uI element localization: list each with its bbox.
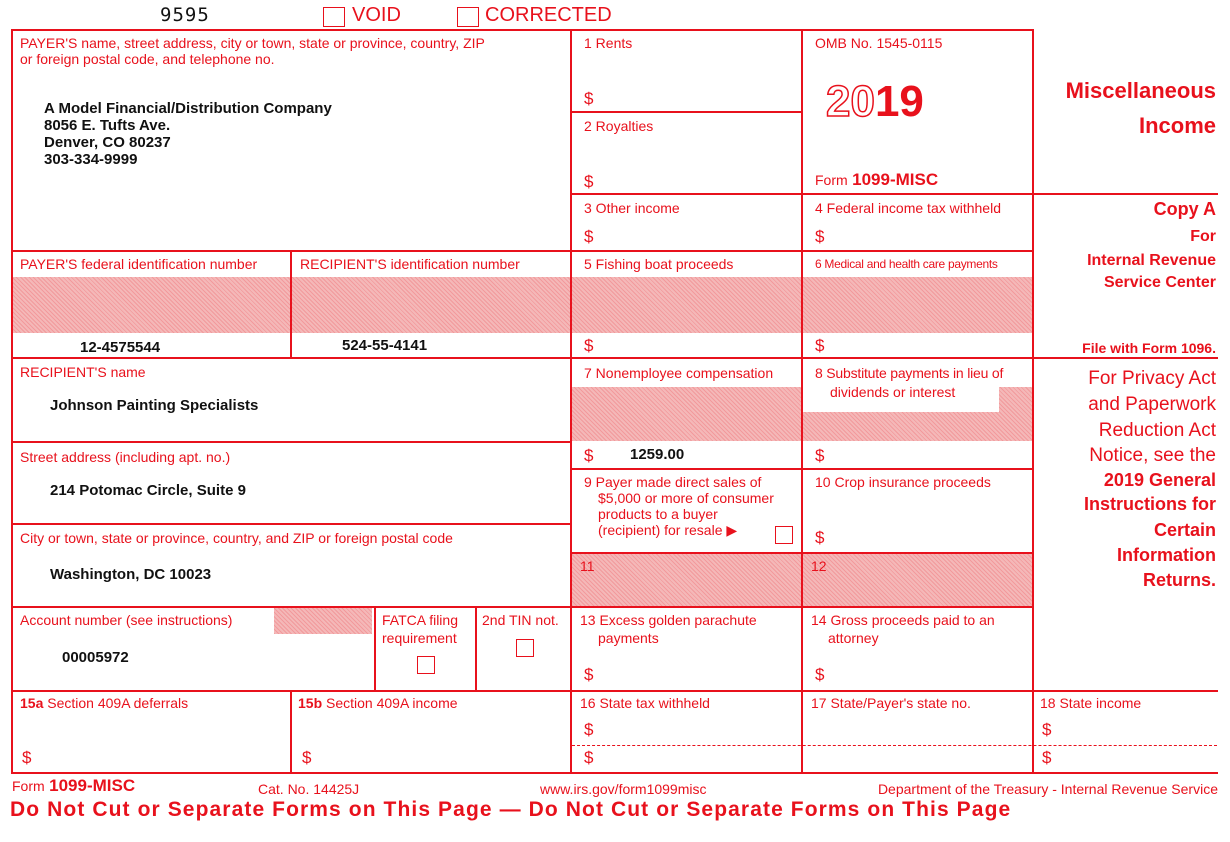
side-irs-line2: Service Center xyxy=(1103,274,1216,291)
form-title-line2: Income xyxy=(1138,113,1216,138)
payer-name: A Model Financial/Distribution Company xyxy=(44,100,332,117)
box1-dollar: $ xyxy=(584,89,594,108)
box5-label: 5 Fishing boat proceeds xyxy=(584,256,734,272)
box18-dollar-2: $ xyxy=(1042,748,1052,767)
box3-dollar: $ xyxy=(584,227,594,246)
privacy-line6: Instructions for xyxy=(1083,494,1216,514)
box8-label-line2: dividends or interest xyxy=(830,384,956,400)
file-with-1096: File with Form 1096. xyxy=(1082,340,1216,356)
privacy-line4: Notice, see the xyxy=(1089,445,1216,466)
tax-year xyxy=(826,78,924,126)
box12-label: 12 xyxy=(811,558,827,574)
box9-label-line4: (recipient) for resale ▶ xyxy=(598,522,738,538)
footer-url: www.irs.gov/form1099misc xyxy=(540,781,707,797)
shade-box7 xyxy=(572,387,801,441)
box4-label: 4 Federal income tax withheld xyxy=(815,200,1001,216)
payer-label-line1: PAYER'S name, street address, city or town, state or province, country, ZIP xyxy=(20,35,485,51)
tax-year-bold: 19 xyxy=(874,77,924,126)
account-number: 00005972 xyxy=(62,649,129,666)
box9-label-line1: 9 Payer made direct sales of xyxy=(584,474,762,490)
box15b-label: 15b Section 409A income xyxy=(298,695,458,711)
state-divider xyxy=(572,745,1217,746)
footer-form-name: Form 1099-MISC xyxy=(12,776,136,795)
privacy-line5: 2019 General xyxy=(1103,470,1216,490)
fatca-checkbox[interactable] xyxy=(417,656,435,674)
do-not-cut-warning: Do Not Cut or Separate Forms on This Page — Do Not Cut or Separate Forms on This Page xyxy=(10,798,1012,821)
shade-box11 xyxy=(572,553,801,606)
account-label: Account number (see instructions) xyxy=(20,612,233,628)
recipient-name: Johnson Painting Specialists xyxy=(50,397,259,414)
payer-phone: 303-334-9999 xyxy=(44,151,138,168)
recipient-city-label: City or town, state or province, country, and ZIP or foreign postal code xyxy=(20,530,453,546)
privacy-line1: For Privacy Act xyxy=(1088,368,1216,389)
shade-box5 xyxy=(572,277,801,333)
box16-label: 16 State tax withheld xyxy=(580,695,710,711)
box4-dollar: $ xyxy=(815,227,825,246)
box11-label: 11 xyxy=(580,558,595,574)
box17-label: 17 State/Payer's state no. xyxy=(811,695,971,711)
corrected-checkbox[interactable] xyxy=(457,7,479,27)
box7-value: 1259.00 xyxy=(630,446,685,463)
box15a-dollar: $ xyxy=(22,748,32,767)
payer-label-line2: or foreign postal code, and telephone no. xyxy=(20,51,275,67)
tax-year-light: 20 xyxy=(826,77,875,126)
box13-label-line2: payments xyxy=(598,630,659,646)
recipient-street-label: Street address (including apt. no.) xyxy=(20,449,231,465)
payer-city: Denver, CO 80237 xyxy=(44,134,171,151)
privacy-line3: Reduction Act xyxy=(1098,420,1216,441)
recipient-street: 214 Potomac Circle, Suite 9 xyxy=(50,482,246,499)
box14-label-line2: attorney xyxy=(828,630,879,646)
privacy-line2: and Paperwork xyxy=(1088,394,1216,415)
privacy-line9: Returns. xyxy=(1142,570,1216,590)
box14-dollar: $ xyxy=(815,665,825,684)
box14-label-line1: 14 Gross proceeds paid to an xyxy=(811,612,995,628)
second-tin-label: 2nd TIN not. xyxy=(482,612,559,628)
box16-dollar-2: $ xyxy=(584,748,594,767)
form-title-line1: Miscellaneous xyxy=(1065,78,1216,103)
box10-label: 10 Crop insurance proceeds xyxy=(815,474,991,490)
box6-dollar: $ xyxy=(815,336,825,355)
copy-a-label: Copy A xyxy=(1153,199,1216,219)
box15a-label: 15a Section 409A deferrals xyxy=(20,695,189,711)
box16-dollar-1: $ xyxy=(584,720,594,739)
side-irs-line1: Internal Revenue xyxy=(1087,252,1216,269)
payer-tin-label: PAYER'S federal identification number xyxy=(20,256,258,272)
box5-dollar: $ xyxy=(584,336,594,355)
footer-cat-no: Cat. No. 14425J xyxy=(258,781,360,797)
payer-tin: 12-4575544 xyxy=(80,339,161,356)
box7-dollar: $ xyxy=(584,446,594,465)
void-checkbox[interactable] xyxy=(323,7,345,27)
payer-street: 8056 E. Tufts Ave. xyxy=(44,117,171,134)
privacy-line7: Certain xyxy=(1153,520,1216,540)
recipient-name-label: RECIPIENT'S name xyxy=(20,364,146,380)
second-tin-checkbox[interactable] xyxy=(516,639,534,657)
box9-label-line3: products to a buyer xyxy=(598,506,718,522)
box15b-dollar: $ xyxy=(302,748,312,767)
box7-label: 7 Nonemployee compensation xyxy=(584,365,774,381)
box6-label: 6 Medical and health care payments xyxy=(815,257,998,271)
box8-label-line1: 8 Substitute payments in lieu of xyxy=(815,365,1004,381)
footer-dept: Department of the Treasury - Internal Revenue Service xyxy=(877,781,1218,797)
box13-label-line1: 13 Excess golden parachute xyxy=(580,612,757,628)
box2-dollar: $ xyxy=(584,172,594,191)
box13-dollar: $ xyxy=(584,665,594,684)
box9-checkbox[interactable] xyxy=(775,526,793,544)
box3-label: 3 Other income xyxy=(584,200,680,216)
omb-number: OMB No. 1545-0115 xyxy=(815,35,943,51)
box2-label: 2 Royalties xyxy=(584,118,654,134)
void-label: VOID xyxy=(352,4,401,26)
recipient-city: Washington, DC 10023 xyxy=(50,566,212,583)
side-for: For xyxy=(1190,228,1216,245)
form-code: 9595 xyxy=(160,4,210,26)
box8-dollar: $ xyxy=(815,446,825,465)
box10-dollar: $ xyxy=(815,528,825,547)
fatca-label-line1: FATCA filing xyxy=(382,612,458,628)
recipient-tin-label: RECIPIENT'S identification number xyxy=(300,256,520,272)
privacy-line8: Information xyxy=(1117,545,1216,565)
shade-box12 xyxy=(803,553,1032,606)
recipient-tin: 524-55-4141 xyxy=(342,337,428,354)
shade-account xyxy=(274,608,372,634)
fatca-label-line2: requirement xyxy=(382,630,457,646)
omb-form-name: Form 1099-MISC xyxy=(815,170,939,189)
box18-dollar-1: $ xyxy=(1042,720,1052,739)
box1-label: 1 Rents xyxy=(584,35,633,51)
shade-box6 xyxy=(803,277,1032,333)
box9-label-line2: $5,000 or more of consumer xyxy=(598,490,774,506)
corrected-label: CORRECTED xyxy=(485,4,612,26)
box18-label: 18 State income xyxy=(1040,695,1142,711)
